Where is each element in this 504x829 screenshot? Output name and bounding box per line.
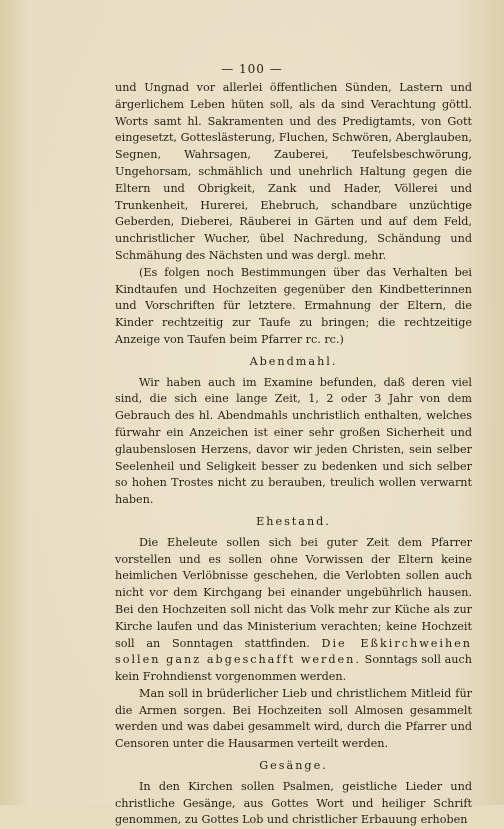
paragraph-ehestand-main: Die Eheleute sollen sich bei guter Zeit dem Pfarrer vorstellen und es sollen ohne Vorwissen der Eltern keine heimlichen Verlöbnisse geschehen, die Verlobten sollen auch nicht vor dem Kirchgang bei einander ungebührlich hausen. Bei den Hochzeiten soll nicht das Volk mehr zur Küche als zur Kirche laufen und das Ministerium verachten; keine Hochzeit soll an Sonntagen stattfinden.	[115, 535, 472, 650]
paragraph-frohndienst: Sonntags soll auch kein Frohndienst vorgenommen werden.	[115, 653, 472, 684]
paragraph-baptism-note: (Es folgen noch Bestimmungen über das Verhalten bei Kindtaufen und Hochzeiten gegenüber den Kindbetterinnen und Vorschriften für letztere. Ermahnung der Eltern, die Kinder rechtzeitig zur Taufe zu bringen; die rechtzeitige Anzeige von Taufen beim Pfarrer rc. rc.)	[115, 265, 472, 346]
body-text	[115, 80, 472, 829]
page-number: — 100 —	[221, 62, 283, 76]
heading-abendmahl: Abendmahl.	[249, 354, 338, 368]
paragraph-gesaenge: In den Kirchen sollen Psalmen, geistliche Lieder und christliche Gesänge, aus Gottes Wort und heiliger Schrift genommen, zu Gottes Lob und christlicher Erbauung erhoben	[115, 779, 472, 827]
paragraph-abendmahl: Wir haben auch im Examine befunden, daß deren viel sind, die sich eine lange Zeit, 1, 2 oder 3 Jahr von dem Gebrauch des hl. Abendmahls unchristlich enthalten, welches fürwahr ein Anzeichen ist einer sehr großen Sicherheit und glaubenslosen Herzens, davor wir jeden Christen, sein selber Seelenheil und Seligkeit besser zu bedenken und sich selber so hohen Trostes nicht zu berauben, treulich wollen verwarnt haben.	[115, 375, 472, 507]
paragraph-sins: und Ungnad vor allerlei öffentlichen Sünden, Lastern und ärgerlichem Leben hüten soll, als da sind Verachtung göttl. Worts samt hl. Sakramenten und des Predigtamts, von Gott eingesetzt, Gotteslästerung, Fluchen, Schwören, Aberglauben, Segnen, Wahrsagen, Zauberei, Teufelsbeschwörung, Ungehorsam, schmählich und unehrlich Haltung gegen die Eltern und Obrigkeit, Zank und Hader, Völlerei und Trunkenheit, Hurerei, Ehebruch, schandbare unzüchtige Geberden, Dieberei, Räuberei in Gärten und auf dem Feld, unchristlicher Wucher, übel Nachredung, Schändung und Schmähung des Nächsten und was dergl. mehr.	[115, 81, 472, 262]
paragraph-almosen: Man soll in brüderlicher Lieb und christlichem Mitleid für die Armen sorgen. Bei Hochzeiten soll Almosen gesammelt werden und was dabei gesammelt wird, durch die Pfarrer und Censoren unter die Hausarmen verteilt werden.	[115, 686, 472, 751]
heading-gesaenge: Gesänge.	[259, 759, 328, 773]
paragraph-ehestand	[115, 535, 472, 686]
heading-ehestand: Ehestand.	[256, 514, 331, 528]
paragraph-kirchweihen: Die Eßkirchweihen sollen ganz abgeschafft werden.	[115, 636, 472, 667]
